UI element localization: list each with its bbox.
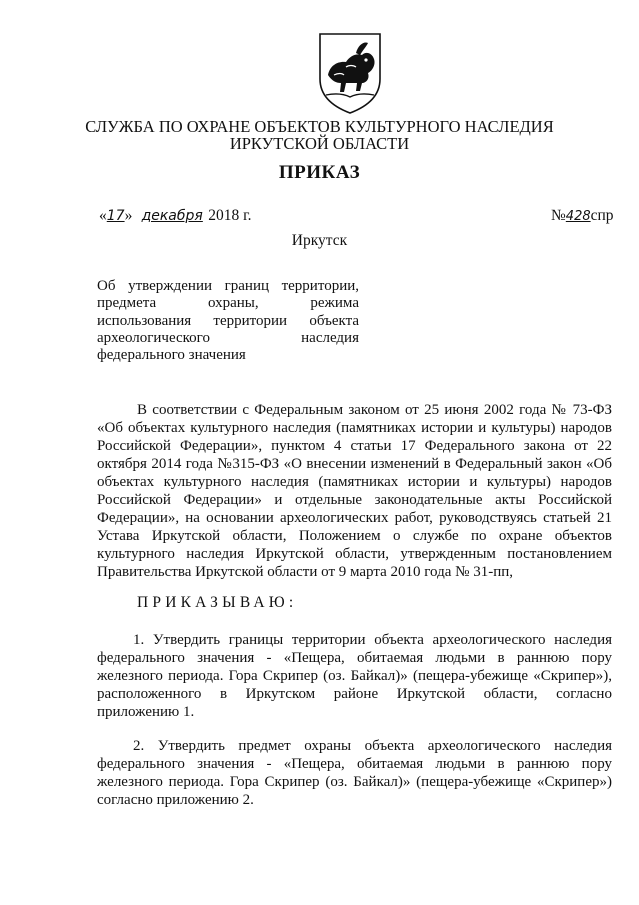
preamble-line: Правительства Иркутской области от 9 марта 2010 года № 31-пп,: [97, 564, 513, 580]
item1-line: 1. Утвердить границы территории объекта археологического наследия: [133, 632, 612, 648]
irkutsk-coat-of-arms-icon: [316, 31, 384, 115]
subject-line: [97, 295, 359, 312]
item1-word: согласно: [556, 686, 612, 702]
subject-word: наследия: [301, 329, 359, 346]
preamble-line: «Об объектах культурного наследия (памятниках истории и культуры) народов: [97, 420, 612, 436]
preamble-paragraph: [97, 401, 612, 581]
preamble-line: Российской Федерации», пунктом 4 статьи 17 Федерального закона от 22: [97, 438, 612, 454]
item1-line: приложению 1.: [97, 704, 195, 720]
item1-word: расположенного: [97, 686, 202, 702]
number-value: 428: [565, 209, 591, 224]
preamble-line: В соответствии с Федеральным законом от 25 июня 2002 года № 73-ФЗ: [137, 402, 612, 418]
preamble-line: Федерации», на основании археологических работ, руководствуясь статьей 21: [97, 510, 612, 526]
number-suffix: спр: [590, 207, 614, 224]
subject-word: режима: [310, 295, 359, 312]
preamble-line: Устава Иркутской области, Положением о службе по охране объектов: [97, 528, 612, 544]
number-prefix: №: [551, 207, 566, 224]
order-word: ПРИКАЗЫВАЮ:: [137, 594, 298, 611]
subject-line: [97, 330, 359, 347]
subject-word: охраны,: [207, 295, 259, 312]
subject-line: федерального значения: [97, 347, 246, 364]
order-number: [551, 207, 614, 225]
item1-word: в: [219, 686, 228, 702]
organization-name-line1: СЛУЖБА ПО ОХРАНЕ ОБЪЕКТОВ КУЛЬТУРНОГО НАСЛЕДИЯ: [85, 117, 554, 136]
date-close-quote: »: [124, 207, 133, 224]
subject-block: [97, 278, 359, 364]
preamble-line: октября 2014 года №315-ФЗ «О внесении изменений в Федеральный закон «Об: [97, 456, 612, 472]
preamble-line: Российской Федерации» и отдельные законодательные акты Российской: [97, 492, 612, 508]
city: Иркутск: [291, 232, 348, 249]
organization-name-line2: ИРКУТСКОЙ ОБЛАСТИ: [229, 134, 410, 153]
preamble-line: культурного наследия Иркутской области, утвержденным постановлением: [97, 546, 612, 562]
date-month: декабря: [141, 208, 203, 224]
item2-line: 2. Утвердить предмет охраны объекта археологического наследия: [133, 738, 612, 754]
order-item-2: [97, 737, 612, 809]
date-day: 17: [106, 208, 125, 224]
subject-word: предмета: [97, 295, 157, 312]
document-title: ПРИКАЗ: [278, 162, 361, 183]
item1-line: федерального значения - «Пещера, обитаемая людьми в раннюю пору: [97, 650, 612, 666]
order-item-1: [97, 631, 612, 721]
item1-word: районе: [333, 686, 379, 702]
date-open-quote: «: [99, 207, 107, 224]
order-date: [99, 207, 252, 225]
preamble-line: объектах культурного наследия (памятниках истории и культуры) народов: [97, 474, 612, 490]
item1-word: Иркутском: [245, 686, 316, 702]
item2-line: федерального значения - «Пещера, обитаемая людьми в раннюю пору: [97, 756, 612, 772]
item1-word: области,: [483, 686, 538, 702]
item2-line: железного периода. Гора Скрипер (оз. Байкал)» (пещера-убежище «Скрипер»): [97, 774, 612, 790]
date-year: 2018 г.: [208, 207, 252, 224]
subject-line: Об утверждении границ территории,: [97, 278, 359, 294]
subject-word: археологического: [97, 329, 210, 346]
subject-line: использования территории объекта: [97, 312, 359, 329]
item1-word: Иркутской: [396, 686, 466, 702]
item2-line: согласно приложению 2.: [97, 792, 254, 808]
item1-line: [97, 685, 612, 703]
item1-line: железного периода. Гора Скрипер (оз. Байкал)» (пещера-убежище «Скрипер»),: [97, 668, 612, 684]
